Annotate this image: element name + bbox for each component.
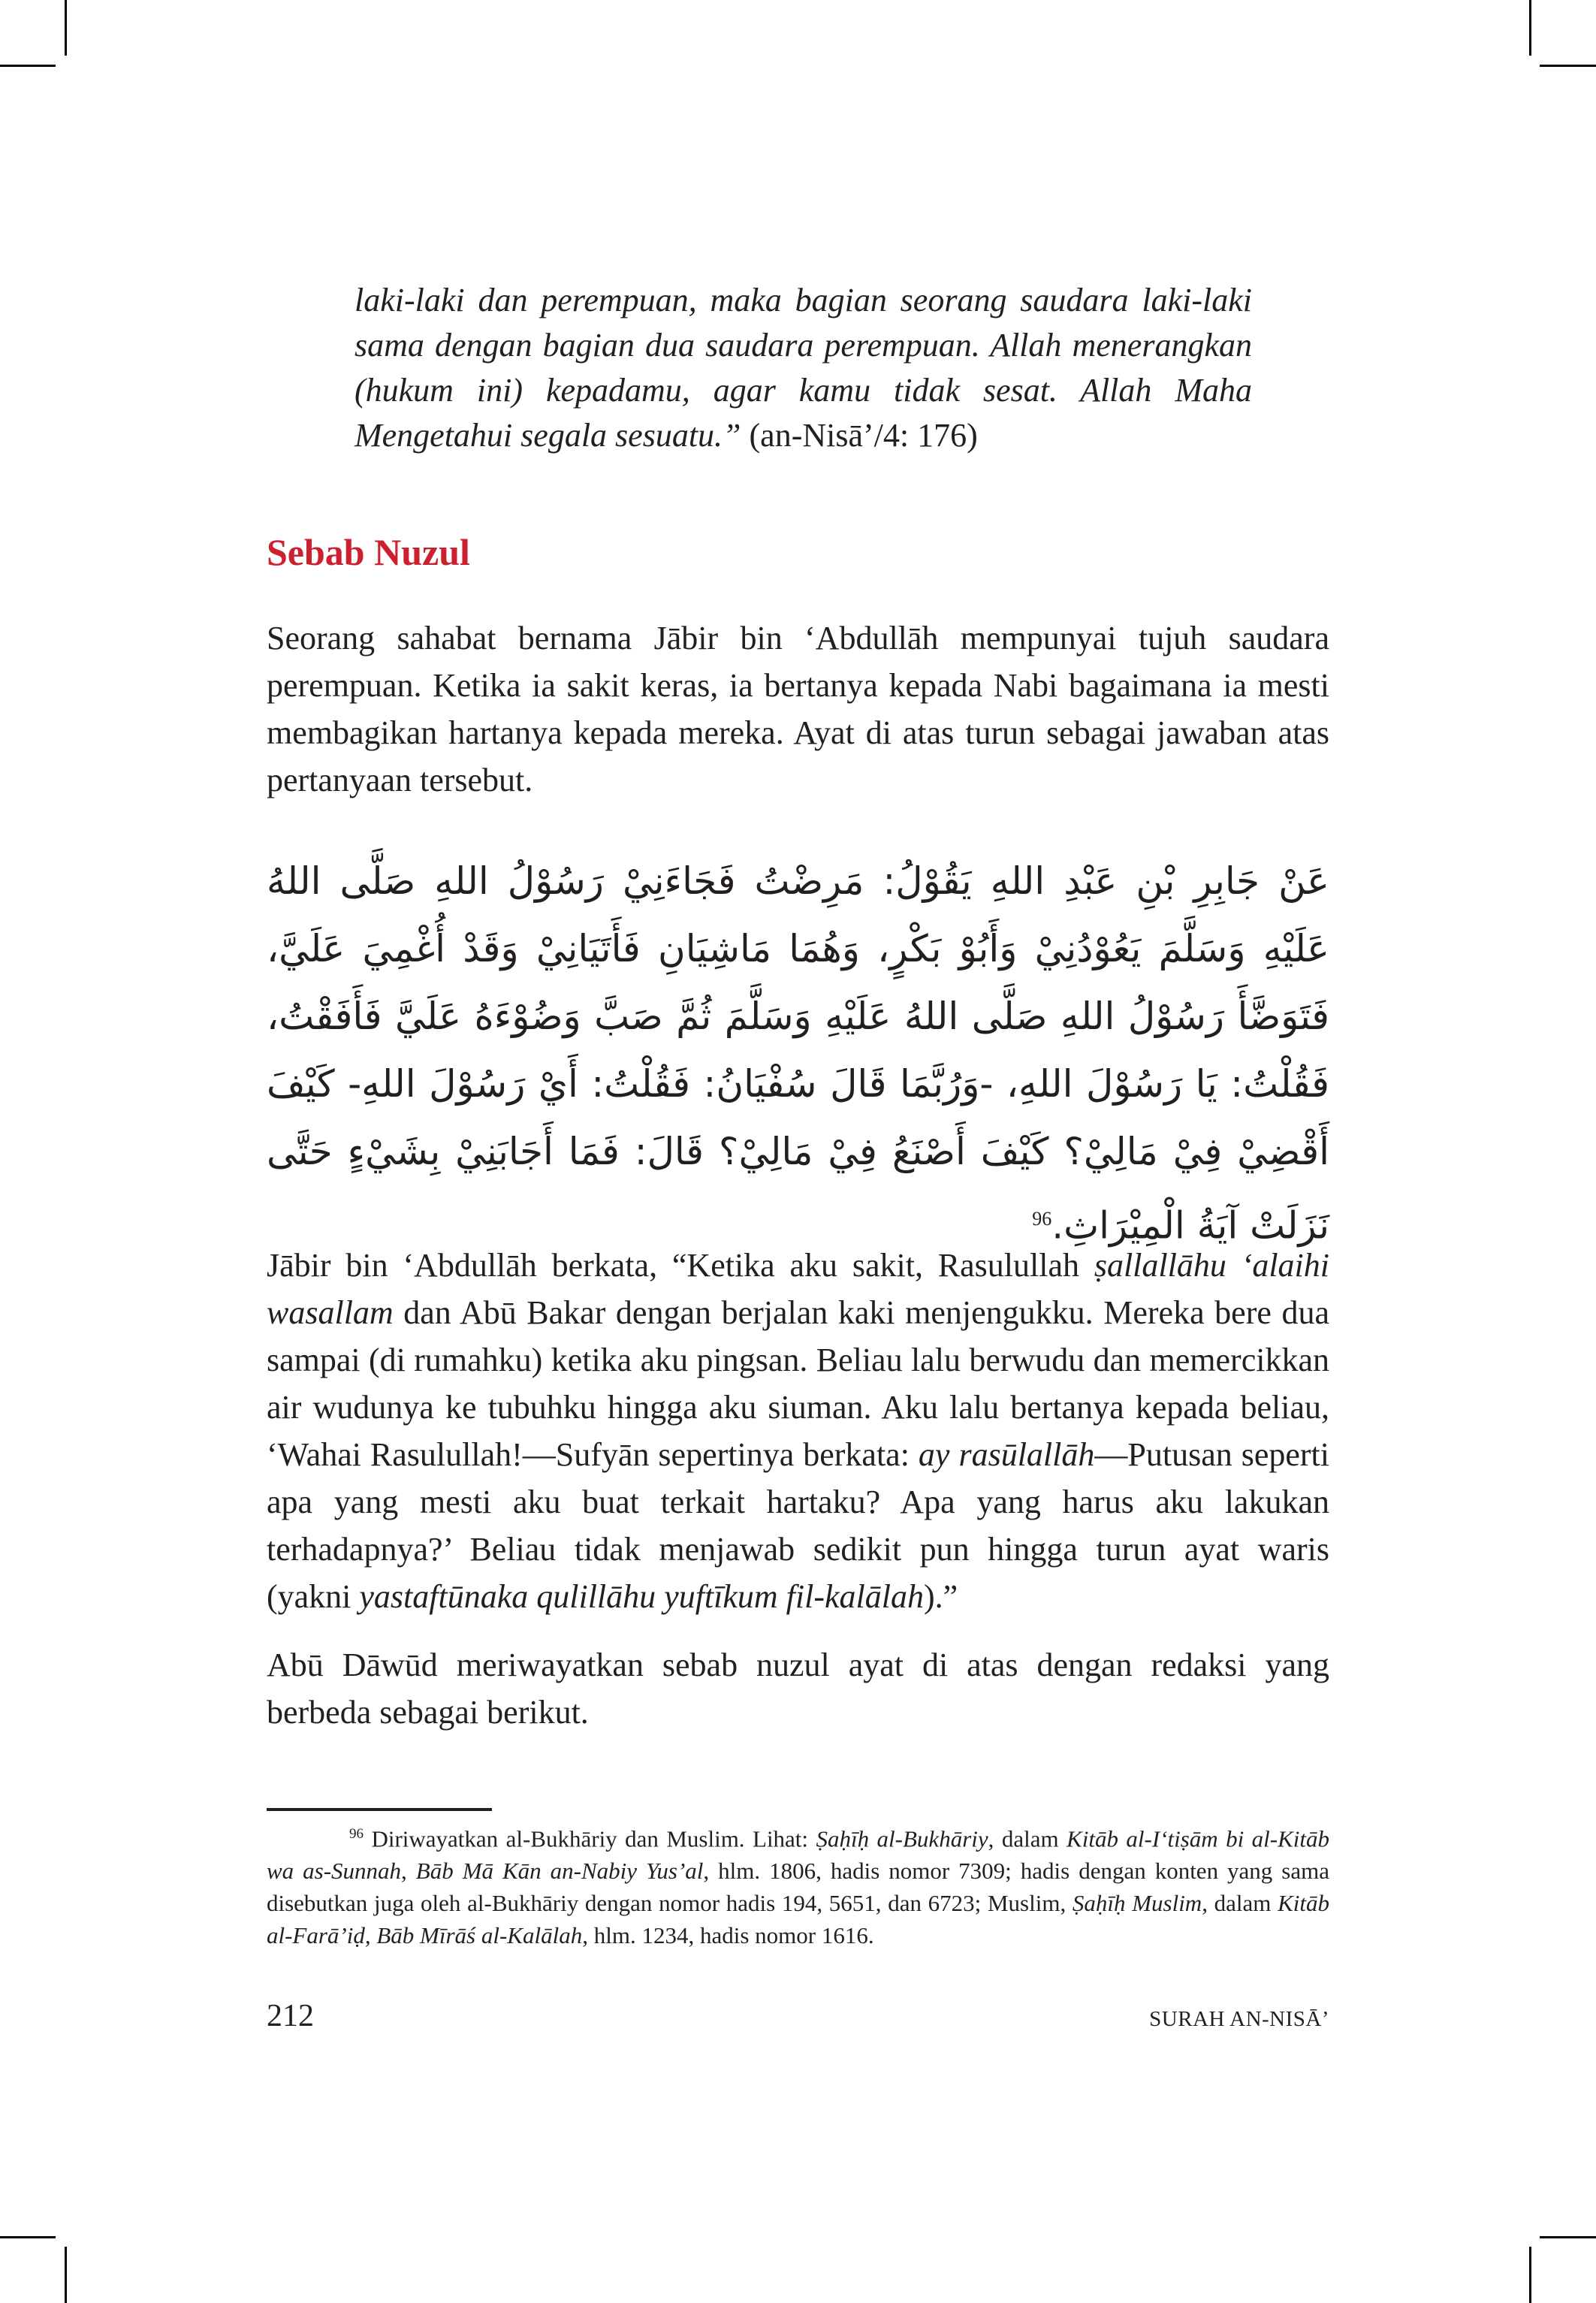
translation-italic: yastaftūnaka qulillāhu yuftīkum fil-kalālah	[359, 1578, 924, 1615]
running-title: SURAH AN-NISĀ’	[1149, 2007, 1329, 2031]
footnote-italic: Kitāb al-I‘tiṣām bi al-Kitāb wa as-Sunnah	[267, 1825, 1330, 1885]
arabic-hadith-text: عَنْ جَابِرِ بْنِ عَبْدِ اللهِ يَقُوْلُ: مَرِضْتُ فَجَاءَنِيْ رَسُوْلُ اللهِ صَلَّى اللهُ عَلَيْهِ وَسَلَّمَ يَعُوْدُنِيْ وَأَبُوْ بَكْرٍ، وَهُمَا مَاشِيَانِ فَأَتَيَانِيْ وَقَدْ أُغْمِيَ عَلَيَّ، فَتَوَضَّأَ رَسُوْلُ اللهِ صَلَّى اللهُ عَلَيْهِ وَسَلَّمَ ثُمَّ صَبَّ وَضُوْءَهُ عَلَيَّ فَأَفَقْتُ، فَقُلْتُ: يَا رَسُوْلَ اللهِ، -وَرُبَّمَا قَالَ سُفْيَانُ: فَقُلْتُ: أَيْ رَسُوْلَ اللهِ- كَيْفَ أَقْضِيْ فِيْ مَالِيْ؟ كَيْفَ أَصْنَعُ فِيْ مَالِيْ؟ قَالَ: فَمَا أَجَابَنِيْ بِشَيْءٍ حَتَّى نَزَلَتْ آيَةُ الْمِيْرَاثِ.	[267, 859, 1329, 1248]
footnote-italic: Bāb Mā Kān an-Nabiy Yus’al	[415, 1858, 704, 1885]
footnote-text: Diriwayatkan al-Bukhāriy dan Muslim. Lihat:	[364, 1825, 816, 1852]
footnote-reference[interactable]: 96	[1032, 1208, 1052, 1230]
crop-mark-bottom-left-vertical	[65, 2247, 67, 2303]
footnote-text: ,	[401, 1858, 416, 1885]
crop-mark-bottom-left-horizontal	[0, 2236, 56, 2238]
intro-paragraph: Seorang sahabat bernama Jābir bin ‘Abdullāh mempunyai tujuh saudara perempuan. Ketika ia sakit keras, ia bertanya kepada Nabi bagaimana ia mesti membagikan hartanya kepada mereka. Ayat di atas turun sebagai jawaban atas pertanyaan tersebut.	[267, 620, 1329, 798]
arabic-hadith	[267, 847, 1329, 1260]
footnote-number: 96	[349, 1826, 364, 1842]
crop-mark-top-right-vertical	[1529, 0, 1531, 56]
quran-translation-quote	[354, 278, 1252, 458]
footnote-italic: Ṣaḥīḥ Muslim	[1072, 1890, 1202, 1917]
translation-paragraph	[267, 1242, 1329, 1620]
section-heading: Sebab Nuzul	[267, 531, 470, 573]
footnote-text: , dalam	[988, 1825, 1067, 1852]
page-number: 212	[267, 1999, 314, 2033]
footnote-text: , hlm. 1806, hadis nomor 7309; hadis dengan konten yang sama disebutkan juga oleh al-Bukhāriy dengan nomor hadis 194, 5651, dan 6723; Muslim,	[267, 1858, 1329, 1917]
translation-text: dan Abū Bakar dengan berjalan kaki menjengukku. Mereka bere dua sampai (di rumahku) ketika aku pingsan. Beliau lalu berwudu dan memercikkan air wudunya ke tubuhku hingga aku siuman. Aku lalu bertanya kepada beliau, ‘Wahai Rasulullah!—Sufyān sepertinya berkata:	[267, 1294, 1329, 1473]
crop-mark-top-left-horizontal	[0, 65, 56, 67]
crop-mark-top-right-horizontal	[1540, 65, 1596, 67]
translation-text: ).”	[923, 1578, 958, 1615]
translation-italic: ay rasūlallāh	[918, 1436, 1095, 1473]
quote-italic-text: laki-laki dan perempuan, maka bagian seorang saudara laki-laki sama dengan bagian dua saudara perempuan. Allah menerangkan (hukum ini) kepadamu, agar kamu tidak sesat. Allah Maha Mengetahui segala sesuatu.”	[354, 282, 1252, 454]
quote-reference: (an-Nisā’/4: 176)	[749, 417, 978, 454]
footnote	[267, 1818, 1329, 1951]
crop-mark-top-left-vertical	[65, 0, 67, 56]
closing-paragraph: Abū Dāwūd meriwayatkan sebab nuzul ayat di atas dengan redaksi yang berbeda sebagai berikut.	[267, 1647, 1329, 1731]
translation-italic: ṣallallāhu ‘alaihi wasallam	[267, 1247, 1329, 1331]
crop-mark-bottom-right-vertical	[1529, 2247, 1531, 2303]
footnote-italic: Ṣaḥīḥ al-Bukhāriy	[816, 1825, 988, 1852]
translation-text: —Putusan seperti apa yang mesti aku buat terkait hartaku? Apa yang harus aku lakukan terhadapnya?’ Beliau tidak menjawab sedikit pun hingga turun ayat waris (yakni	[267, 1436, 1329, 1615]
footnote-divider	[267, 1808, 492, 1811]
footnote-text: , hlm. 1234, hadis nomor 1616.	[582, 1922, 874, 1949]
footnote-text: , dalam	[1202, 1890, 1278, 1917]
footnote-italic: Kitāb al-Farā’iḍ, Bāb Mīrāś al-Kalālah	[267, 1890, 1329, 1949]
crop-mark-bottom-right-horizontal	[1540, 2236, 1596, 2238]
translation-text: Jābir bin ‘Abdullāh berkata, “Ketika aku sakit, Rasulullah	[267, 1247, 1094, 1284]
